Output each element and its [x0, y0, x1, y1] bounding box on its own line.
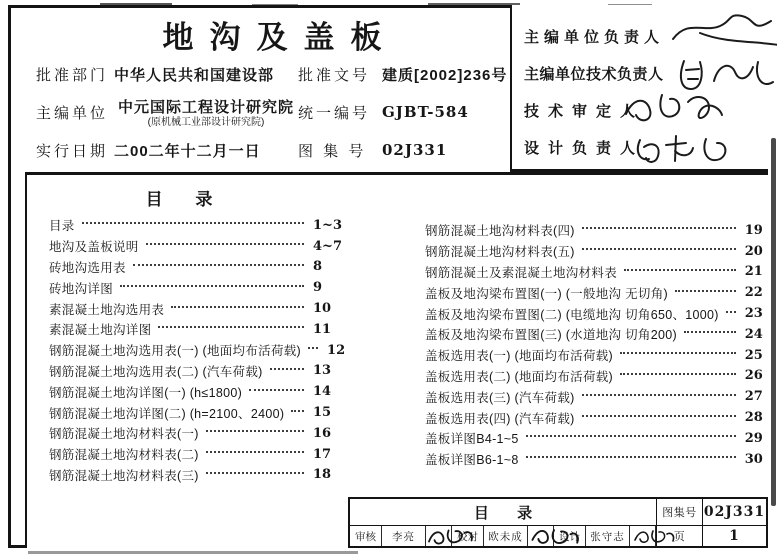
dotted-leader: [620, 373, 736, 375]
toc-entry: [425, 220, 777, 241]
dotted-leader: [158, 326, 304, 328]
toc-entry-title: 盖板及地沟梁布置图(一) (一般地沟 无切角): [425, 286, 668, 301]
toc-section: [25, 172, 768, 548]
toc-entry-title: 盖板详图B6-1~8: [425, 453, 519, 468]
toc-entry-page: 28: [744, 410, 763, 426]
toc-entry-page: 26: [744, 368, 763, 384]
toc-entry: [425, 428, 777, 449]
toc-entry-title: 钢筋混凝土地沟材料表(一): [49, 427, 199, 442]
signatory-role-label: 技术审定人: [524, 103, 645, 120]
dotted-leader: [675, 290, 736, 292]
toc-entry: [425, 282, 777, 303]
toc-entry-title: 钢筋混凝土地沟选用表(二) (汽车荷载): [49, 364, 263, 379]
signature-scribble: [620, 88, 730, 132]
title-block-row-top: [350, 499, 766, 526]
toc-entry-title: 钢筋混凝土地沟材料表(三): [49, 468, 199, 483]
toc-entry-title: 盖板详图B4-1~5: [425, 432, 519, 447]
toc-entry-page: 13: [313, 363, 332, 379]
toc-entry-title: 盖板选用表(四) (汽车荷载): [425, 411, 575, 426]
toc-entry-page: 23: [744, 306, 763, 322]
signatory-role-label: 主编单位技术负责人: [524, 66, 664, 83]
credit-name: 欧未成: [484, 526, 528, 546]
dotted-leader: [270, 368, 304, 370]
toc-entry-page: 27: [744, 389, 763, 405]
toc-entry-page: 1~3: [313, 217, 342, 233]
toc-entry-title: 盖板及地沟梁布置图(三) (水道地沟 切角200): [425, 328, 677, 343]
signature-scribble: [630, 526, 656, 546]
toc-entry: [425, 366, 777, 387]
toc-entry-page: 29: [744, 430, 763, 446]
page-label: 页: [656, 526, 702, 546]
toc-entry-title: 素混凝土地沟详图: [49, 323, 152, 338]
title-block-row-bottom: [350, 526, 766, 546]
toc-entry-page: 16: [313, 425, 332, 441]
toc-entry: [425, 449, 777, 470]
field-value: 二00二年十二月一日: [114, 142, 261, 160]
dotted-leader: [171, 306, 304, 308]
dotted-leader: [120, 285, 304, 287]
dotted-leader: [133, 264, 304, 266]
dotted-leader: [624, 269, 736, 271]
field-value-stack: [114, 96, 298, 128]
approval-row: [36, 58, 512, 90]
toc-entry-title: 盖板选用表(二) (地面均布活荷载): [425, 369, 614, 384]
credit-name: 张守志: [586, 526, 630, 546]
signature-scribble: [630, 131, 734, 175]
toc-entry-page: 19: [744, 222, 763, 238]
signatory-role-label: 设计负责人: [524, 140, 645, 157]
dotted-leader: [206, 430, 304, 432]
toc-entry-page: 18: [313, 467, 332, 483]
toc-entry-page: 17: [313, 446, 332, 462]
atlas-number-label: 图集号: [656, 499, 702, 525]
toc-entry: [49, 277, 353, 298]
toc-entry: [49, 423, 353, 444]
toc-entry-title: 盖板及地沟梁布置图(二) (电缆地沟 切角650、1000): [425, 307, 719, 322]
toc-entry-page: 9: [313, 280, 323, 296]
toc-entry: [425, 386, 777, 407]
toc-entry-title: 钢筋混凝土地沟选用表(一) (地面均布活荷载): [49, 344, 302, 359]
dotted-leader: [582, 415, 736, 417]
credit-role-label: 设计: [554, 526, 586, 546]
toc-column-left: [49, 215, 353, 485]
field-label: 批准文号: [298, 66, 371, 84]
toc-entry-title: 盖板选用表(三) (汽车荷载): [425, 390, 575, 405]
toc-column-right: [425, 215, 777, 485]
signature-scribble: [426, 526, 452, 546]
page-number: 1: [702, 526, 766, 546]
toc-entry-page: 24: [744, 326, 763, 342]
field-value: 02J331: [382, 141, 448, 159]
credit-name: 李亮: [382, 526, 426, 546]
toc-entry-page: 30: [744, 451, 763, 467]
toc-entry: [49, 381, 353, 402]
dotted-leader: [291, 410, 304, 412]
dotted-leader: [308, 347, 318, 349]
toc-entry: [49, 215, 353, 236]
credit-role-label: 校对: [452, 526, 484, 546]
toc-entry-title: 钢筋混凝土地沟材料表(五): [425, 245, 575, 260]
toc-entry: [49, 257, 353, 278]
field-subnote: (原机械工业部设计研究院): [147, 117, 265, 128]
field-value: 建质[2002]236号: [382, 66, 508, 84]
toc-entry-title: 目录: [49, 219, 75, 234]
toc-entry: [49, 236, 353, 257]
page-title: 地沟及盖板: [162, 20, 398, 55]
toc-entry-title: 钢筋混凝土地沟材料表(四): [425, 224, 575, 239]
signature-row: [524, 55, 768, 92]
field-value: 中元国际工程设计研究院: [117, 99, 294, 116]
toc-entry-title: 钢筋混凝土及素混凝土地沟材料表: [425, 265, 618, 280]
credits-strip: [350, 526, 656, 546]
toc-entry-title: 素混凝土地沟选用表: [49, 302, 165, 317]
toc-entry: [425, 303, 777, 324]
dotted-leader: [206, 472, 304, 474]
toc-entry-page: 12: [327, 342, 346, 358]
signature-panel: [510, 5, 768, 172]
credit-role-label: 审核: [350, 526, 382, 546]
field-value: GJBT-584: [382, 103, 469, 121]
toc-entry-title: 砖地沟详图: [49, 281, 114, 296]
signature-row: [524, 18, 768, 55]
toc-entry-page: 14: [313, 384, 332, 400]
dotted-leader: [726, 311, 736, 313]
dotted-leader: [146, 243, 304, 245]
toc-entry: [425, 324, 777, 345]
toc-entry-page: 15: [313, 405, 332, 421]
toc-entry: [425, 262, 777, 283]
dotted-leader: [684, 331, 736, 333]
signature-scribble: [670, 9, 777, 53]
toc-entry: [49, 319, 353, 340]
toc-entry: [49, 298, 353, 319]
field-value: 中华人民共和国建设部: [114, 66, 275, 84]
dotted-leader: [82, 222, 304, 224]
dotted-leader: [620, 352, 736, 354]
dotted-leader: [582, 394, 736, 396]
dotted-leader: [249, 389, 304, 391]
toc-entry-page: 25: [744, 347, 763, 363]
scan-artifact: [28, 551, 358, 554]
toc-entry: [425, 241, 777, 262]
toc-entry-title: 钢筋混凝土地沟详图(二) (h=2100、2400): [49, 406, 285, 421]
toc-entry: [425, 407, 777, 428]
dotted-leader: [526, 456, 736, 458]
toc-columns: [49, 215, 763, 485]
approval-row: [36, 90, 512, 134]
signature-row: [524, 92, 768, 129]
signature-scribble: [528, 526, 554, 546]
toc-entry-page: 10: [313, 301, 332, 317]
atlas-number: 02J331: [702, 499, 766, 525]
sheet-title: 目 录: [473, 504, 545, 522]
toc-entry-page: 21: [744, 264, 763, 280]
signature-row: [524, 129, 768, 166]
toc-entry-page: 4~7: [313, 238, 342, 254]
toc-entry: [49, 402, 353, 423]
toc-entry-title: 钢筋混凝土地沟材料表(二): [49, 448, 199, 463]
toc-entry: [49, 444, 353, 465]
toc-entry-title: 地沟及盖板说明: [49, 240, 139, 255]
approval-row: [36, 134, 512, 166]
toc-entry-page: 8: [313, 259, 323, 275]
toc-entry-title: 盖板选用表(一) (地面均布活荷载): [425, 349, 614, 364]
dotted-leader: [526, 435, 736, 437]
approval-info: [36, 58, 512, 166]
signatory-role-label: 主编单位负责人: [524, 29, 665, 46]
toc-entry-page: 11: [313, 321, 332, 337]
toc-entry: [49, 465, 353, 486]
toc-entry-page: 22: [744, 285, 763, 301]
field-label: 实行日期: [36, 142, 109, 160]
toc-entry: [49, 340, 353, 361]
dotted-leader: [582, 227, 736, 229]
toc-entry-title: 钢筋混凝土地沟详图(一) (h≤1800): [49, 385, 243, 400]
field-label: 图 集 号: [298, 142, 367, 160]
dotted-leader: [582, 248, 736, 250]
field-label: 批准部门: [36, 66, 109, 84]
field-label: 主编单位: [36, 104, 109, 122]
toc-entry-page: 20: [744, 243, 763, 259]
toc-entry-title: 砖地沟选用表: [49, 260, 126, 275]
field-label: 统一编号: [298, 104, 371, 122]
dotted-leader: [206, 451, 304, 453]
title-block: [348, 497, 768, 548]
toc-entry: [49, 361, 353, 382]
toc-heading: 目 录: [145, 190, 227, 209]
toc-entry: [425, 345, 777, 366]
